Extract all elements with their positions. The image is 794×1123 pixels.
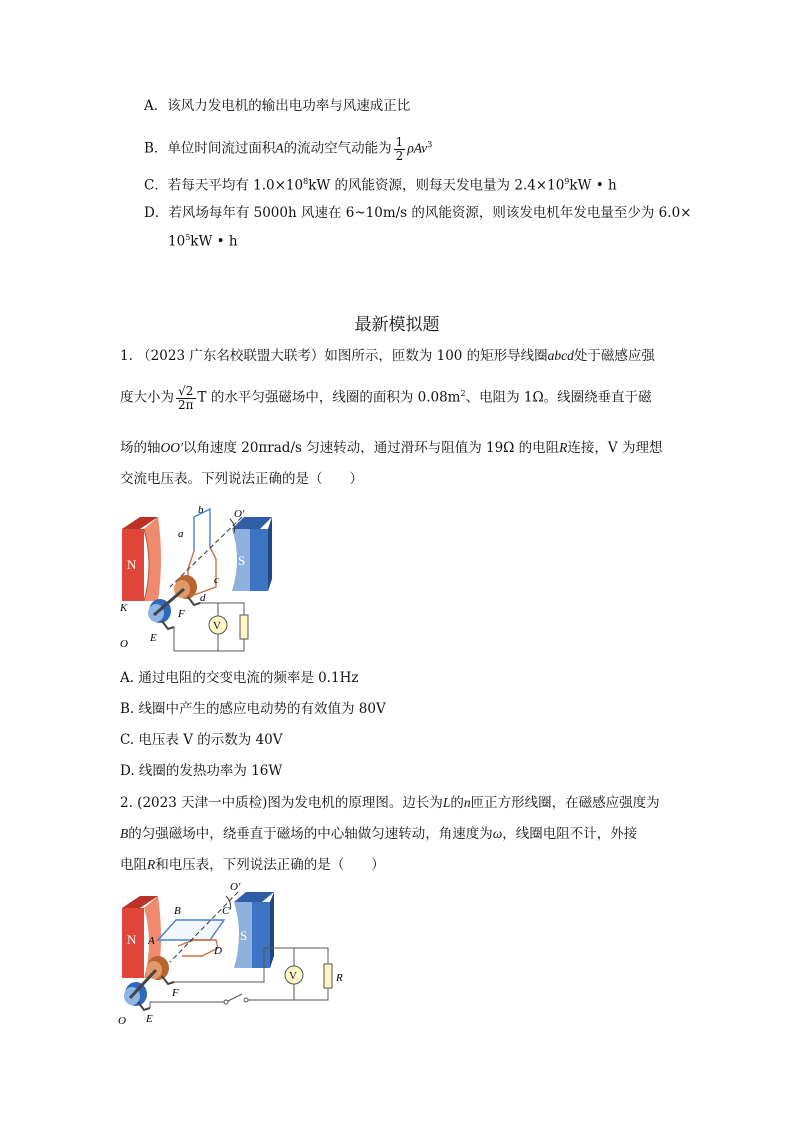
svg-text:F: F [178, 608, 185, 620]
option-b-prev: B．单位时间流过面积A的流动空气动能为 $\frac{1}{2}$ ρAv$^3$ [144, 135, 433, 163]
q1-generator-figure [114, 503, 274, 655]
q1-option-a: A. 通过电阻的交变电流的频率是 0.1Hz [120, 670, 359, 686]
svg-text:V: V [213, 620, 221, 632]
option-c-prev: C．若每天平均有 $1.0\times 10^8kW$ 的风能资源，则每天发电量为 $2.4\times 10^9kW$ • h [144, 177, 617, 194]
magnet-s [234, 892, 274, 968]
q2-stem-line1: 2. (2023 天津一中质检)图为发电机的原理图。边长为L的n匝正方形线圈，在磁感应强度为 [120, 795, 660, 811]
q2-generator-figure [114, 882, 354, 1030]
svg-text:a: a [178, 528, 184, 540]
q1-stem-line2: 度大小为 $\frac{√2}{2\pi}$ T 的水平匀强磁场中，线圈的面积为 $0.08m^2$、电阻为 1Ω。线圈绕垂直于磁 [120, 384, 652, 412]
svg-text:C: C [222, 905, 230, 917]
svg-text:D: D [214, 945, 222, 957]
svg-text:O: O [120, 638, 128, 650]
q1-option-d: D. 线圈的发热功率为 16W [120, 763, 283, 779]
q2-stem-line2: B的匀强磁场中，绕垂直于磁场的中心轴做匀速转动，角速度为ω，线圈电阻不计，外接 [120, 826, 638, 842]
svg-text:V: V [289, 970, 297, 982]
svg-text:E: E [150, 632, 157, 644]
svg-text:R: R [336, 972, 343, 984]
brush-f [162, 976, 174, 984]
svg-text:b: b [198, 504, 204, 516]
option-a-prev: A．该风力发电机的输出电功率与风速成正比 [144, 98, 411, 114]
fraction: $\frac{√2}{2\pi}$ [178, 384, 194, 412]
svg-text:N: N [127, 932, 137, 947]
option-d-prev-cont: $10^5kW$ • h [168, 233, 238, 250]
brush-e [138, 1002, 150, 1010]
section-title: 最新模拟题 [354, 315, 440, 335]
switch [224, 994, 248, 1004]
q2-stem-line3: 电阻R和电压表，下列说法正确的是（ ） [120, 857, 385, 873]
svg-text:A: A [148, 935, 155, 947]
q1-stem-line3: 场的轴OO′以角速度 20πrad/s 匀速转动，通过滑环与阻值为 19Ω 的电阻R连接，V 为理想 [120, 440, 663, 456]
svg-text:B: B [174, 905, 181, 917]
svg-text:E: E [146, 1013, 153, 1025]
svg-text:F: F [172, 987, 179, 999]
brush-f [188, 597, 200, 605]
fraction: $\frac{1}{2}$ [395, 135, 404, 163]
magnet-s [232, 517, 272, 591]
option-d-prev: D．若风场每年有 5000h 风速在 6~10m/s 的风能资源，则该发电机年发电量至少为 6.0× [144, 205, 692, 221]
resistor [324, 964, 332, 988]
svg-text:O: O [118, 1015, 126, 1027]
svg-text:d: d [200, 592, 206, 604]
resistor [240, 615, 248, 639]
svg-text:c: c [214, 574, 219, 586]
svg-text:O′: O′ [234, 508, 245, 520]
magnet-n [122, 517, 161, 601]
svg-text:S: S [238, 553, 246, 568]
brush-e [162, 621, 174, 629]
q1-option-b: B. 线圈中产生的感应电动势的有效值为 80V [120, 701, 386, 717]
svg-text:S: S [240, 928, 248, 943]
svg-text:O′: O′ [230, 882, 241, 893]
svg-text:K: K [120, 602, 128, 614]
svg-text:N: N [127, 557, 137, 572]
q1-stem-line4: 交流电压表。下列说法正确的是（ ） [120, 471, 363, 487]
q1-stem-line1: 1. （2023 广东名校联盟大联考）如图所示，匝数为 100 的矩形导线圈abcd处于磁感应强 [120, 348, 655, 364]
q1-option-c: C. 电压表 V 的示数为 40V [120, 732, 283, 748]
